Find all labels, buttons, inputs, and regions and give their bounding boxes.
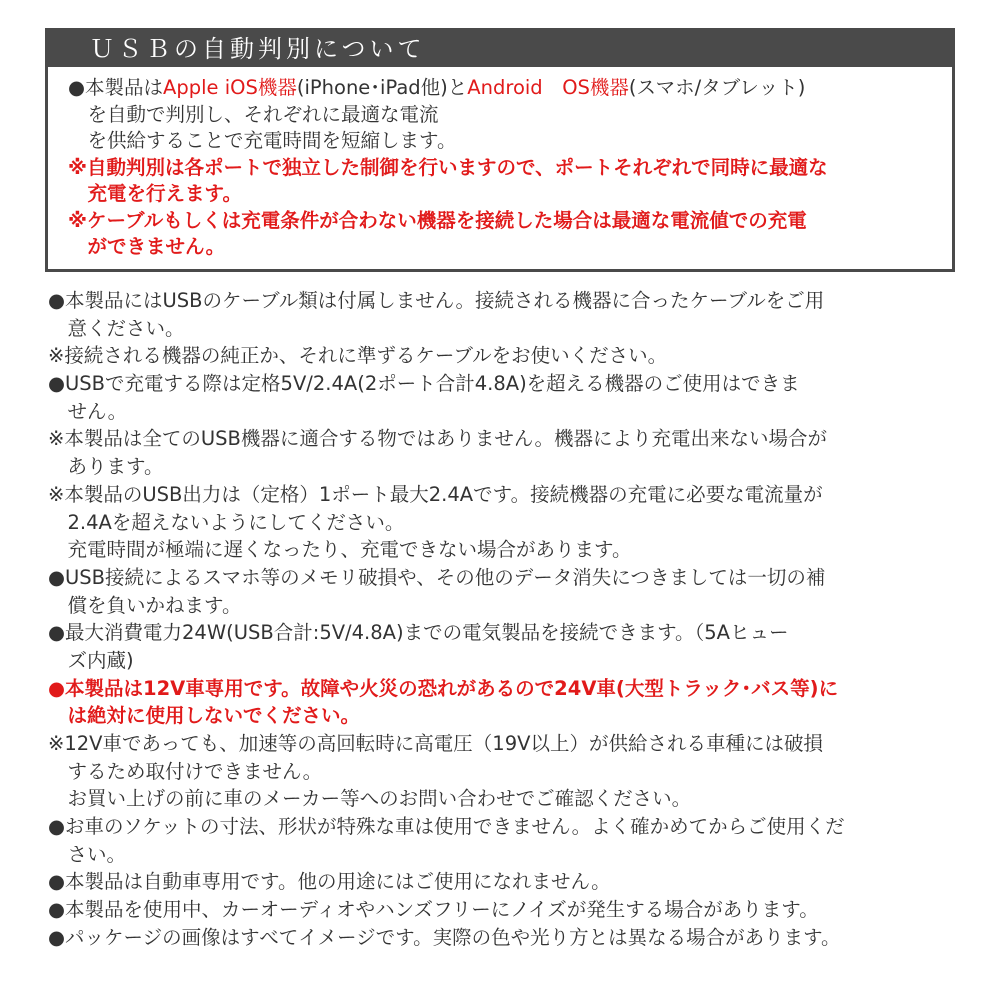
note-line: ●本製品は自動車専用です。他の用途にはご使用になれません。: [48, 870, 611, 894]
note-line: お買い上げの前に車のメーカー等へのお問い合わせでご確認ください。: [48, 787, 692, 811]
note-line: ●USB接続によるスマホ等のメモリ破損や、その他のデータ消失につきましては一切の補: [48, 565, 826, 589]
box-line-2: を自動で判別し、それぞれに最適な電流: [68, 102, 439, 126]
note-line: 充電時間が極端に遅くなったり、充電できない場合があります。: [48, 538, 632, 562]
note-line: せん。: [48, 399, 128, 423]
text: (スマホ/タブレット): [628, 76, 806, 99]
apple-ios-text: Apple iOS機器: [163, 76, 297, 99]
text: ●本製品は: [68, 76, 164, 99]
notes-list: [48, 287, 960, 952]
box-title: ＵＳＢの自動判別について: [48, 31, 952, 67]
note-line: するため取付けできません。: [48, 759, 323, 783]
note-line: ●USBで充電する際は定格5V/2.4A(2ポート合計4.8A)を超える機器のご使用はできま: [48, 372, 800, 396]
note-line: ※本製品は全てのUSB機器に適合する物ではありません。機器により充電出来ない場合が: [48, 427, 828, 451]
usb-auto-detect-box: [45, 28, 955, 272]
note-line: ズ内蔵): [48, 648, 134, 672]
box-line-7: ができません。: [68, 235, 226, 258]
note-line: ●お車のソケットの寸法、形状が特殊な車は使用できません。よく確かめてからご使用くだ: [48, 815, 845, 839]
box-line-5: 充電を行えます。: [68, 182, 242, 205]
note-line: ※接続される機器の純正か、それに準ずるケーブルをお使いください。: [48, 344, 668, 368]
note-line: さい。: [48, 842, 127, 866]
note-line: ※12V車であっても、加速等の高回転時に高電圧（19V以上）が供給される車種には破損: [48, 732, 823, 755]
note-line: あります。: [48, 455, 164, 479]
box-body: [48, 67, 952, 261]
text: (iPhone･iPad他)と: [296, 76, 468, 99]
note-line: ●最大消費電力24W(USB合計:5V/4.8A)までの電気製品を接続できます。（5Aヒュー: [48, 621, 789, 645]
android-os-text: Android OS機器: [467, 76, 629, 99]
note-line: 意ください。: [48, 316, 185, 340]
note-line: 償を負いかねます。: [48, 593, 242, 617]
note-line: ※本製品のUSB出力は（定格）1ポート最大2.4Aです。接続機器の充電に必要な電流量が: [48, 482, 823, 506]
box-line-6: ※ケーブルもしくは充電条件が合わない機器を接続した場合は最適な電流値での充電: [68, 208, 807, 232]
box-line-3: を供給することで充電時間を短縮します。: [68, 129, 457, 152]
warning-line: ●本製品は12V車専用です。故障や火災の恐れがあるので24V車(大型トラック･バス等)に: [48, 676, 839, 700]
note-line: ●本製品を使用中、カーオーディオやハンズフリーにノイズが発生する場合があります。: [48, 898, 819, 922]
note-line: 2.4Aを超えないようにしてください。: [48, 510, 405, 534]
box-line-1: [68, 75, 938, 102]
box-line-4: ※自動判別は各ポートで独立した制御を行いますので、ポートそれぞれで同時に最適な: [68, 155, 828, 179]
note-line: ●パッケージの画像はすべてイメージです。実際の色や光り方とは異なる場合があります。: [48, 925, 841, 949]
note-line: ●本製品にはUSBのケーブル類は付属しません。接続される機器に合ったケーブルをご用: [48, 289, 825, 312]
warning-line: は絶対に使用しないでください。: [48, 704, 361, 728]
